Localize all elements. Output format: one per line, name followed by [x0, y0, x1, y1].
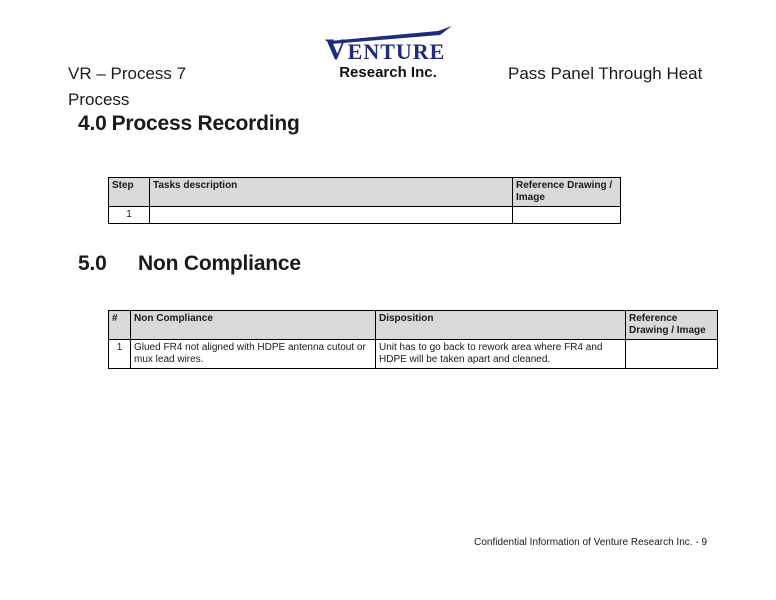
cell-task	[150, 207, 513, 224]
section-heading-process-recording	[78, 112, 300, 136]
document-id-line1: VR – Process 7	[68, 64, 187, 83]
process-recording-table	[108, 177, 621, 224]
section-heading-non-compliance	[78, 252, 301, 276]
section-number: 4.0	[78, 112, 107, 135]
cell-step: 1	[109, 207, 150, 224]
column-header-disposition: Disposition	[376, 311, 626, 340]
cell-number: 1	[109, 340, 131, 369]
table-header-row	[109, 178, 621, 207]
table-row	[109, 207, 621, 224]
table-row	[109, 340, 718, 369]
cell-reference	[513, 207, 621, 224]
venture-logo-graphic	[320, 26, 456, 82]
table-header-row	[109, 311, 718, 340]
logo-subtitle: Research Inc.	[339, 64, 437, 81]
column-header-reference-drawing: Reference Drawing / Image	[513, 178, 621, 207]
section-title: Process Recording	[111, 112, 300, 135]
cell-reference	[626, 340, 718, 369]
section-number: 5.0	[78, 252, 107, 275]
column-header-step: Step	[109, 178, 150, 207]
document-title: Pass Panel Through Heat	[508, 64, 703, 83]
section-title: Non Compliance	[138, 252, 301, 275]
cell-disposition: Unit has to go back to rework area where FR4 and HDPE will be taken apart and cleaned.	[376, 340, 626, 369]
column-header-number: #	[109, 311, 131, 340]
document-id-line2: Process	[68, 90, 130, 109]
document-id-block	[68, 61, 186, 113]
logo-name-rest: ENTURE	[347, 39, 446, 64]
cell-non-compliance: Glued FR4 not aligned with HDPE antenna cutout or mux lead wires.	[131, 340, 376, 369]
logo-initial: V	[325, 33, 348, 66]
column-header-non-compliance: Non Compliance	[131, 311, 376, 340]
non-compliance-table	[108, 310, 718, 369]
column-header-reference-drawing: Reference Drawing / Image	[626, 311, 718, 340]
column-header-tasks-description: Tasks description	[150, 178, 513, 207]
confidentiality-footer: Confidential Information of Venture Research Inc. - 9	[474, 537, 707, 548]
venture-logo	[320, 26, 456, 82]
